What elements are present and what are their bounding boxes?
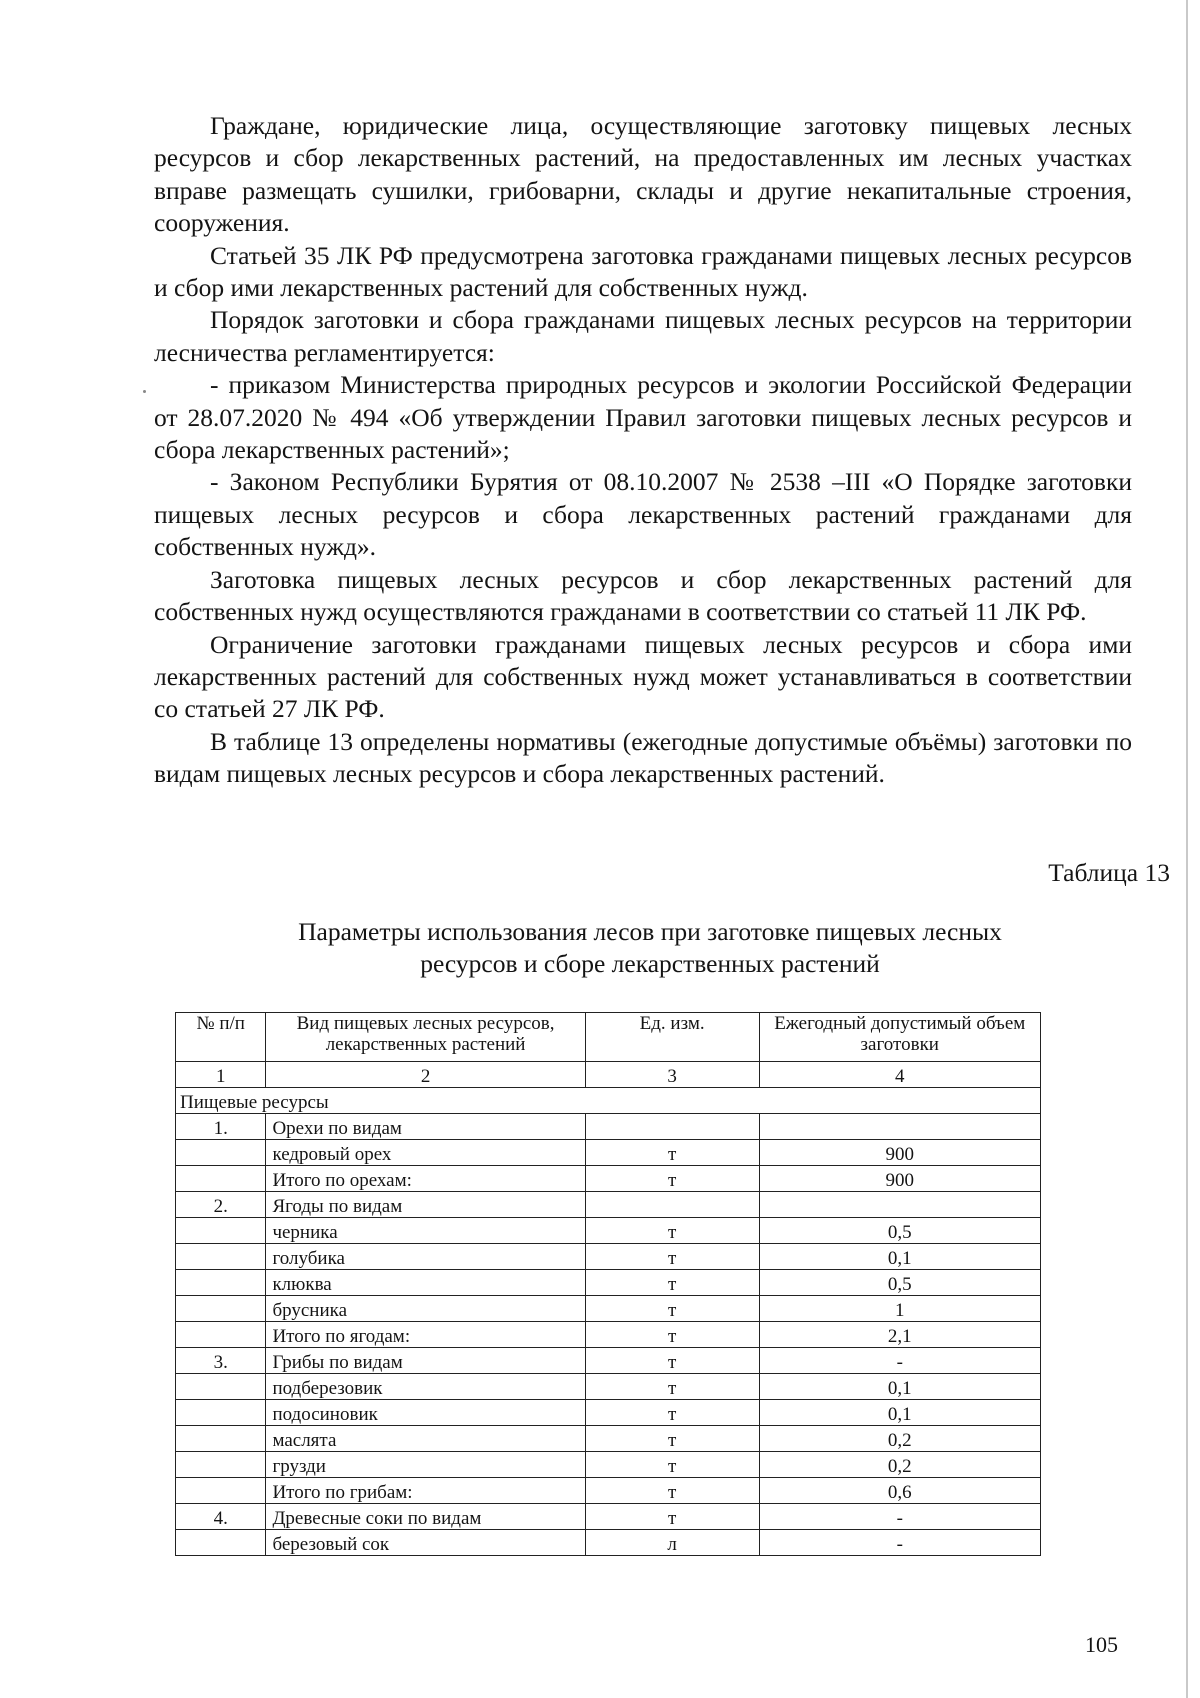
table-cell (176, 1426, 266, 1452)
table-title-line: ресурсов и сборе лекарственных растений (420, 949, 880, 978)
header-cell: Ежегодный допустимый объем заготовки (759, 1013, 1040, 1062)
table-row (176, 1114, 1041, 1140)
table-cell (176, 1218, 266, 1244)
column-number: 2 (266, 1062, 585, 1088)
paragraph: - Законом Республики Бурятия от 08.10.2007 № 2538 –III «О Порядке заготовки пищевых лесных ресурсов и сбора лекарственных растений гражданами для собственных нужд». (154, 467, 1132, 562)
table-cell: т (585, 1322, 759, 1348)
table-cell: маслята (266, 1426, 585, 1452)
header-cell: Ед. изм. (585, 1013, 759, 1062)
column-number: 1 (176, 1062, 266, 1088)
table-title (190, 916, 1110, 980)
table-cell: - (759, 1504, 1040, 1530)
paragraph: Граждане, юридические лица, осуществляющие заготовку пищевых лесных ресурсов и сбор лекарственных растений, на предоставленных им лесных участках вправе размещать сушилки, грибоварни, склады и другие некапитальные строения, сооружения. (154, 111, 1132, 238)
table-cell: 0,5 (759, 1270, 1040, 1296)
table-cell: 0,1 (759, 1244, 1040, 1270)
column-number-row (176, 1062, 1041, 1088)
table-row (176, 1348, 1041, 1374)
table-cell: подосиновик (266, 1400, 585, 1426)
table-cell: грузди (266, 1452, 585, 1478)
table-cell: т (585, 1270, 759, 1296)
table-row (176, 1400, 1041, 1426)
page-number: 105 (1085, 1632, 1118, 1657)
table-cell: клюква (266, 1270, 585, 1296)
table-title-line: Параметры использования лесов при заготовке пищевых лесных (298, 917, 1002, 946)
table-cell: Ягоды по видам (266, 1192, 585, 1218)
table-cell: 0,1 (759, 1400, 1040, 1426)
table-row (176, 1296, 1041, 1322)
resources-table (175, 1012, 1041, 1556)
paragraph: В таблице 13 определены нормативы (ежегодные допустимые объёмы) заготовки по видам пищевых лесных ресурсов и сбора лекарственных растений. (154, 726, 1132, 789)
paragraph: Ограничение заготовки гражданами пищевых лесных ресурсов и сбора ими лекарственных растений для собственных нужд может устанавливаться в соответствии со статьей 27 ЛК РФ. (154, 629, 1132, 724)
table-cell: Грибы по видам (266, 1348, 585, 1374)
table-row (176, 1478, 1041, 1504)
table-cell: т (585, 1218, 759, 1244)
table-cell: 0,2 (759, 1452, 1040, 1478)
table-row (176, 1140, 1041, 1166)
table-row (176, 1374, 1041, 1400)
table-cell: кедровый орех (266, 1140, 585, 1166)
table-cell: 1. (176, 1114, 266, 1140)
table-cell (176, 1452, 266, 1478)
table-cell (176, 1296, 266, 1322)
table-row (176, 1244, 1041, 1270)
table-cell (176, 1478, 266, 1504)
table-row (176, 1270, 1041, 1296)
table-header-row (176, 1013, 1041, 1062)
table-cell (585, 1192, 759, 1218)
table-cell: Древесные соки по видам (266, 1504, 585, 1530)
table-cell (759, 1192, 1040, 1218)
table-cell: т (585, 1400, 759, 1426)
column-number: 4 (759, 1062, 1040, 1088)
header-cell: № п/п (176, 1013, 266, 1062)
table-cell (176, 1400, 266, 1426)
table-cell: т (585, 1478, 759, 1504)
table-cell: подберезовик (266, 1374, 585, 1400)
table-cell: 2,1 (759, 1322, 1040, 1348)
table-cell: т (585, 1504, 759, 1530)
table-cell: 3. (176, 1348, 266, 1374)
header-cell: Вид пищевых лесных ресурсов, лекарственных растений (266, 1013, 585, 1062)
table-cell (176, 1244, 266, 1270)
table-cell (176, 1322, 266, 1348)
group-label: Пищевые ресурсы (176, 1088, 1041, 1114)
table-cell: 4. (176, 1504, 266, 1530)
table-row (176, 1192, 1041, 1218)
table-cell: 900 (759, 1166, 1040, 1192)
table-cell: т (585, 1296, 759, 1322)
table-row (176, 1504, 1041, 1530)
table-cell: т (585, 1348, 759, 1374)
table-cell: 0,2 (759, 1426, 1040, 1452)
table-row (176, 1530, 1041, 1556)
table-cell: т (585, 1166, 759, 1192)
table-cell (585, 1114, 759, 1140)
table-row (176, 1452, 1041, 1478)
paragraph: Порядок заготовки и сбора гражданами пищевых лесных ресурсов на территории лесничества регламентируется: (154, 305, 1132, 367)
table-cell: 0,1 (759, 1374, 1040, 1400)
column-number: 3 (585, 1062, 759, 1088)
table-cell: березовый сок (266, 1530, 585, 1556)
paragraph: Заготовка пищевых лесных ресурсов и сбор лекарственных растений для собственных нужд осуществляются гражданами в соответствии со статьей 11 ЛК РФ. (154, 564, 1132, 627)
table-cell: Итого по грибам: (266, 1478, 585, 1504)
scan-edge-line (1186, 0, 1188, 1698)
paragraph: Статьей 35 ЛК РФ предусмотрена заготовка гражданами пищевых лесных ресурсов и сбор ими лекарственных растений для собственных нужд. (154, 240, 1132, 303)
table-cell: т (585, 1244, 759, 1270)
table-cell: Итого по орехам: (266, 1166, 585, 1192)
table-cell: Орехи по видам (266, 1114, 585, 1140)
group-row (176, 1088, 1041, 1114)
table-cell: 0,5 (759, 1218, 1040, 1244)
table-cell: 1 (759, 1296, 1040, 1322)
table-cell: т (585, 1452, 759, 1478)
table-cell: черника (266, 1218, 585, 1244)
table-cell (759, 1114, 1040, 1140)
scan-speck (143, 390, 146, 393)
table-row (176, 1426, 1041, 1452)
table-row (176, 1166, 1041, 1192)
table-cell (176, 1140, 266, 1166)
table-cell: Итого по ягодам: (266, 1322, 585, 1348)
paragraph: - приказом Министерства природных ресурсов и экологии Российской Федерации от 28.07.2020 № 494 «Об утверждении Правил заготовки пищевых лесных ресурсов и сбора лекарственных растений»; (154, 370, 1132, 465)
body-text (154, 110, 1132, 791)
table-label: Таблица 13 (1048, 858, 1170, 887)
table-cell (176, 1166, 266, 1192)
table-cell: л (585, 1530, 759, 1556)
table-cell: 2. (176, 1192, 266, 1218)
table-cell: 900 (759, 1140, 1040, 1166)
table-cell: голубика (266, 1244, 585, 1270)
table-cell: т (585, 1426, 759, 1452)
table-cell: 0,6 (759, 1478, 1040, 1504)
table-cell (176, 1374, 266, 1400)
table-cell: т (585, 1140, 759, 1166)
table-row (176, 1218, 1041, 1244)
table-cell (176, 1530, 266, 1556)
table-cell: брусника (266, 1296, 585, 1322)
table-cell: - (759, 1530, 1040, 1556)
table-cell: т (585, 1374, 759, 1400)
table-cell: - (759, 1348, 1040, 1374)
table-row (176, 1322, 1041, 1348)
table-cell (176, 1270, 266, 1296)
